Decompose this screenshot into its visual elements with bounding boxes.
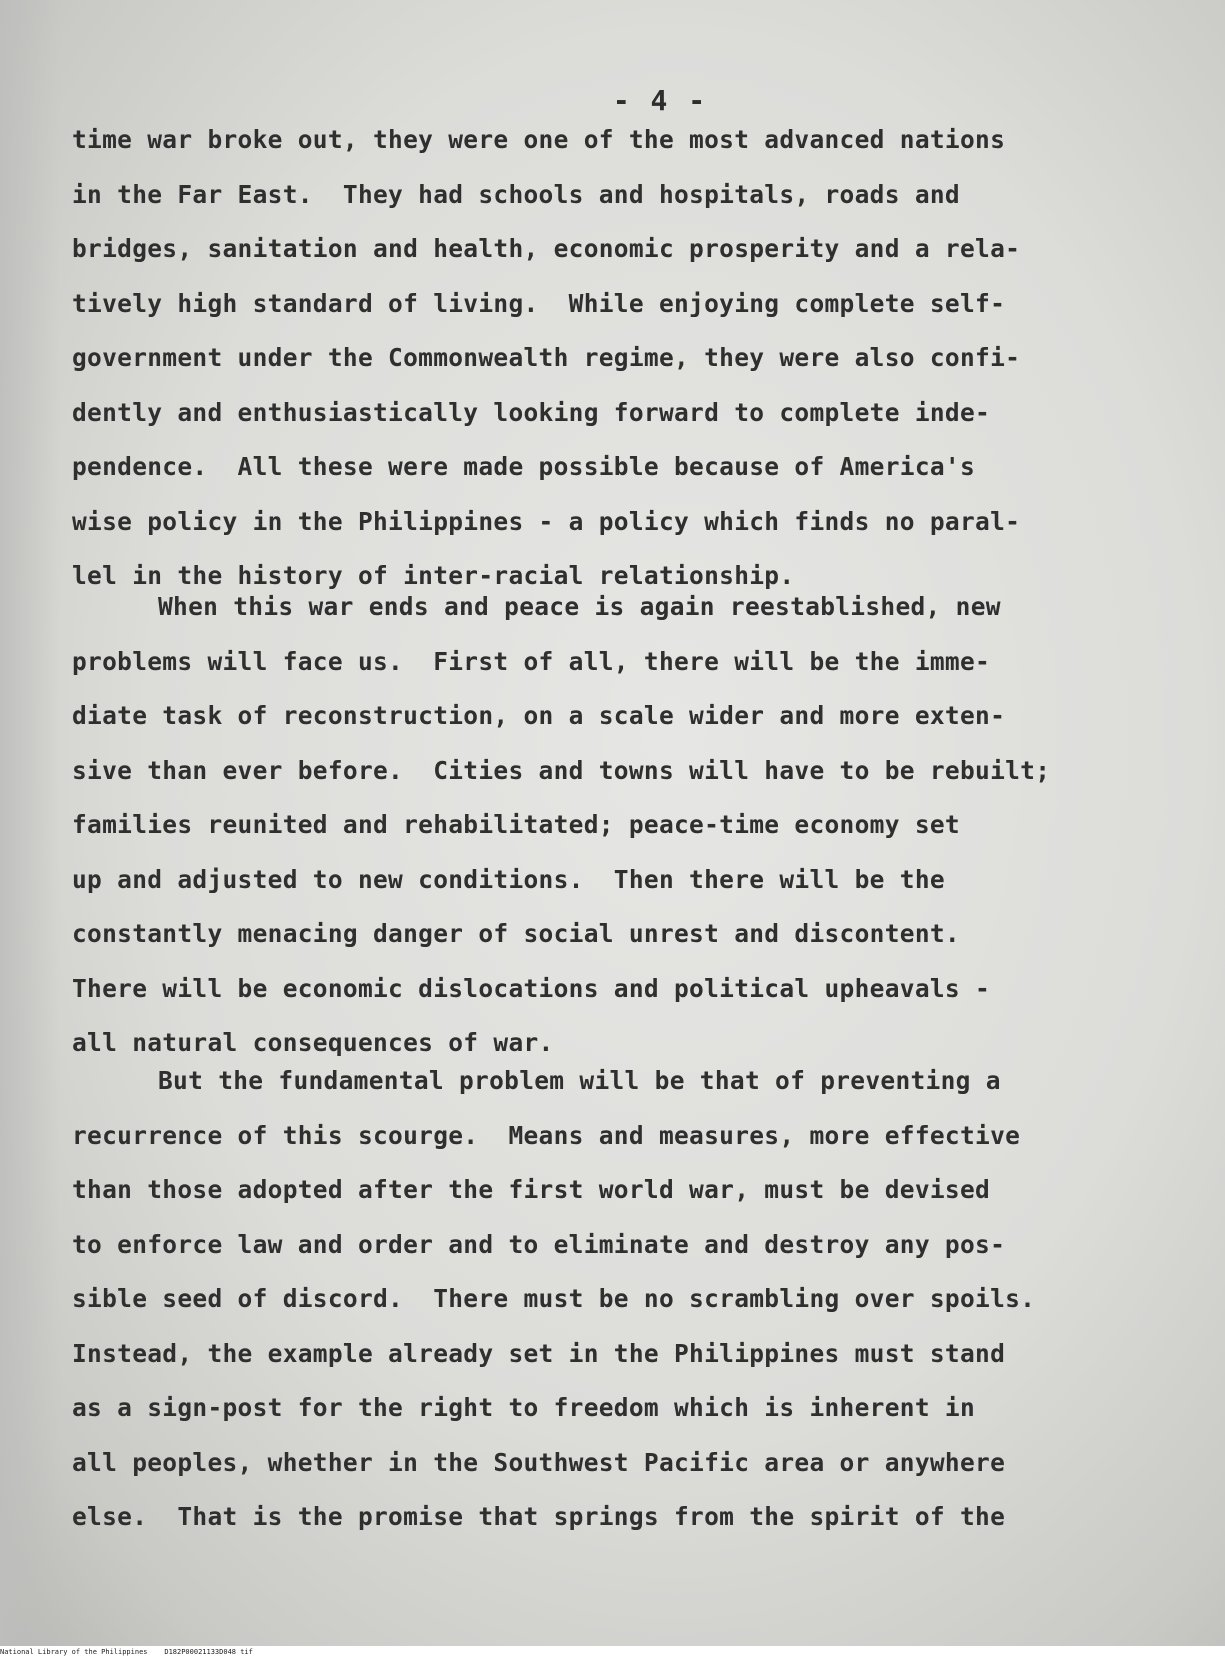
text-line: tively high standard of living. While enjoying complete self-: [72, 288, 1006, 318]
text-line: up and adjusted to new conditions. Then there will be the: [72, 864, 945, 894]
text-line: dently and enthusiastically looking forward to complete inde-: [72, 397, 991, 427]
text-line: problems will face us. First of all, there will be the imme-: [72, 646, 991, 676]
paragraph-1: [72, 113, 1192, 604]
text-line: bridges, sanitation and health, economic prosperity and a rela-: [72, 234, 1021, 263]
text-line: as a sign-post for the right to freedom which is inherent in: [72, 1393, 976, 1422]
text-line: in the Far East. They had schools and hospitals, roads and: [72, 179, 960, 209]
text-line: But the fundamental problem will be that of preventing a: [158, 1066, 1001, 1095]
text-line: to enforce law and order and to eliminate and destroy any pos-: [72, 1229, 1006, 1259]
text-line: constantly menacing danger of social unrest and discontent.: [72, 919, 960, 948]
text-line: wise policy in the Philippines - a policy which finds no paral-: [72, 506, 1021, 536]
text-line: Instead, the example already set in the Philippines must stand: [72, 1338, 1006, 1368]
text-line: sive than ever before. Cities and towns will have to be rebuilt;: [72, 755, 1051, 785]
archive-footer: National Library of the Philippines D182P00021133D048 tif: [0, 1647, 1225, 1658]
text-line: families reunited and rehabilitated; peace-time economy set: [72, 810, 960, 839]
text-line: all natural consequences of war.: [72, 1028, 554, 1057]
text-line: time war broke out, they were one of the most advanced nations: [72, 125, 1006, 154]
text-line: all peoples, whether in the Southwest Pacific area or anywhere: [72, 1447, 1006, 1477]
text-line: There will be economic dislocations and political upheavals -: [72, 973, 991, 1003]
text-line: else. That is the promise that springs from the spirit of the: [72, 1502, 1006, 1531]
text-line: than those adopted after the first world war, must be devised: [72, 1175, 991, 1204]
text-line: sible seed of discord. There must be no scrambling over spoils.: [72, 1284, 1036, 1313]
page-number: - 4 -: [612, 84, 708, 117]
text-line: government under the Commonwealth regime, they were also confi-: [72, 343, 1021, 372]
text-line: recurrence of this scourge. Means and measures, more effective: [72, 1120, 1021, 1150]
text-line: pendence. All these were made possible because of America's: [72, 452, 976, 481]
text-line: When this war ends and peace is again reestablished, new: [158, 592, 1001, 621]
paragraph-3: [72, 1054, 1192, 1545]
text-line: diate task of reconstruction, on a scale wider and more exten-: [72, 701, 1006, 730]
paragraph-2: [72, 580, 1192, 1071]
text-line: lel in the history of inter-racial relationship.: [72, 561, 795, 590]
